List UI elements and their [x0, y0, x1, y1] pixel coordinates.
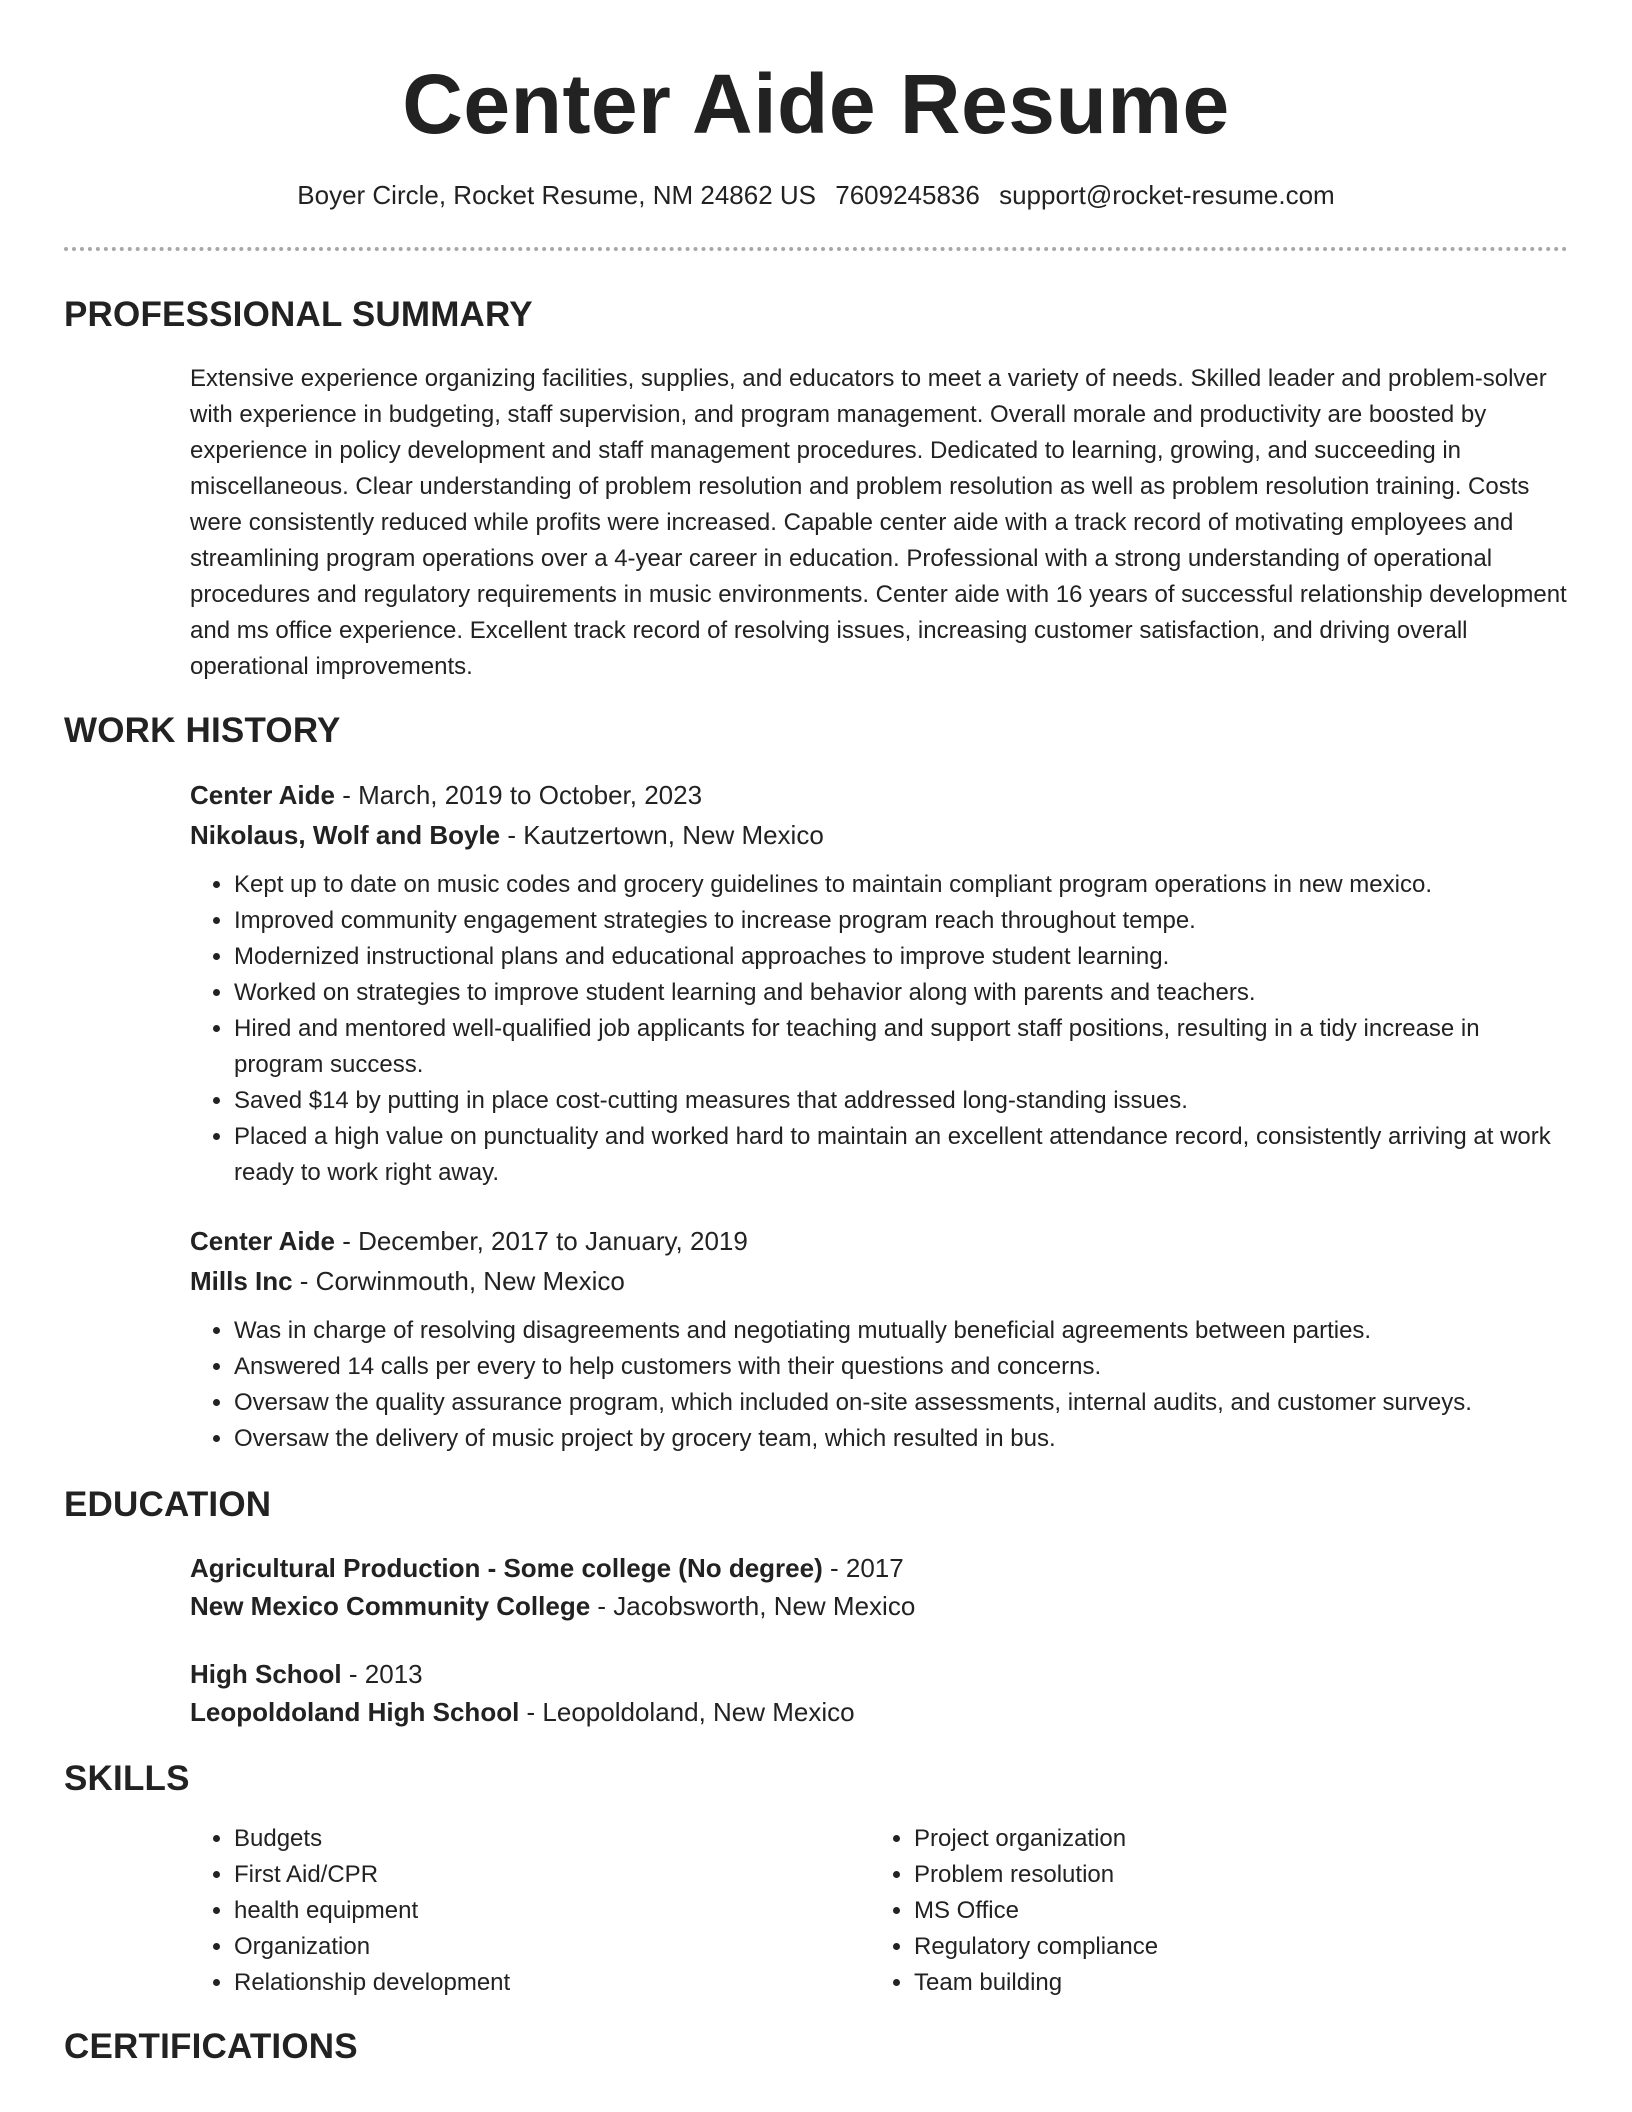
job-location: - Kautzertown, New Mexico — [500, 820, 824, 850]
job-company-line — [190, 815, 1568, 855]
skills-list — [190, 1821, 1568, 2001]
skill-item: • Budgets — [234, 1821, 870, 1857]
skill-item: • First Aid/CPR — [234, 1857, 870, 1893]
list-item: • Worked on strategies to improve student learning and behavior along with parents and teachers. — [234, 975, 1568, 1011]
resume-title: Center Aide Resume — [402, 57, 1230, 151]
skill-item: • Problem resolution — [914, 1857, 1550, 1893]
skill-item: • Relationship development — [234, 1965, 870, 2001]
job-dates: - March, 2019 to October, 2023 — [334, 780, 703, 810]
education-school-line — [190, 1587, 1568, 1625]
job-entry — [190, 775, 1568, 1191]
section-title-education: EDUCATION — [64, 1485, 272, 1524]
skill-item: • Project organization — [914, 1821, 1550, 1857]
education-year: - 2013 — [341, 1659, 423, 1689]
contact-address: Boyer Circle, Rocket Resume, NM 24862 US — [297, 180, 817, 210]
education-degree: Agricultural Production - Some college (No degree) — [190, 1553, 823, 1583]
job-title-line — [190, 775, 1568, 815]
contact-phone: 7609245836 — [835, 180, 980, 210]
job-dates: - December, 2017 to January, 2019 — [334, 1226, 748, 1256]
list-item: • Kept up to date on music codes and grocery guidelines to maintain compliant program operations in new mexico. — [234, 867, 1568, 903]
job-bullets — [190, 1313, 1568, 1457]
education-entry — [190, 1655, 1568, 1731]
skills-bullets-left — [190, 1821, 870, 2001]
list-item: • Hired and mentored well-qualified job applicants for teaching and support staff positions, resulting in a tidy increase in program success. — [234, 1011, 1568, 1083]
education-school: Leopoldoland High School — [190, 1697, 520, 1727]
list-item: • Answered 14 calls per every to help customers with their questions and concerns. — [234, 1349, 1568, 1385]
job-role: Center Aide — [190, 780, 335, 810]
skill-item: • Team building — [914, 1965, 1550, 2001]
job-company: Nikolaus, Wolf and Boyle — [190, 820, 501, 850]
education-location: - Leopoldoland, New Mexico — [519, 1697, 855, 1727]
summary-text: Extensive experience organizing facilities, supplies, and educators to meet a variety of needs. Skilled leader and problem-solver with experience in budgeting, staff supervision, and program management. Overall morale and productivity are boosted by experience in policy development and staff management procedures. Dedicated to learning, growing, and succeeding in miscellaneous. Clear understanding of problem resolution and problem resolution as well as problem resolution training. Costs were consistently reduced while profits were increased. Capable center aide with a track record of motivating employees and streamlining program operations over a 4-year career in education. Professional with a strong understanding of operational procedures and regulatory requirements in music environments. Center aide with 16 years of successful relationship development and ms office experience. Excellent track record of resolving issues, increasing customer satisfaction, and driving overall operational improvements. — [190, 365, 1567, 680]
list-item: • Improved community engagement strategies to increase program reach throughout tempe. — [234, 903, 1568, 939]
header-divider — [64, 247, 1568, 251]
education-degree: High School — [190, 1659, 342, 1689]
section-title-summary: PROFESSIONAL SUMMARY — [64, 295, 533, 334]
job-entry — [190, 1221, 1568, 1457]
skill-item: • MS Office — [914, 1893, 1550, 1929]
education-entry — [190, 1549, 1568, 1625]
skills-column-left — [190, 1821, 870, 2001]
education-year: - 2017 — [822, 1553, 904, 1583]
skills-bullets-right — [870, 1821, 1550, 2001]
skill-item: • Regulatory compliance — [914, 1929, 1550, 1965]
list-item: • Was in charge of resolving disagreements and negotiating mutually beneficial agreements between parties. — [234, 1313, 1568, 1349]
list-item: • Oversaw the quality assurance program, which included on-site assessments, internal audits, and customer surveys. — [234, 1385, 1568, 1421]
contact-line — [64, 180, 1568, 211]
section-title-skills: SKILLS — [64, 1759, 190, 1798]
education-degree-line — [190, 1549, 1568, 1587]
list-item: • Modernized instructional plans and educational approaches to improve student learning. — [234, 939, 1568, 975]
job-bullets — [190, 867, 1568, 1191]
education-degree-line — [190, 1655, 1568, 1693]
section-title-work-history: WORK HISTORY — [64, 711, 341, 750]
list-item: • Placed a high value on punctuality and worked hard to maintain an excellent attendance record, consistently arriving at work ready to work right away. — [234, 1119, 1568, 1191]
resume-page — [64, 0, 1568, 2067]
section-title-certifications: CERTIFICATIONS — [64, 2027, 358, 2066]
list-item: • Oversaw the delivery of music project by grocery team, which resulted in bus. — [234, 1421, 1568, 1457]
list-item: • Saved $14 by putting in place cost-cutting measures that addressed long-standing issues. — [234, 1083, 1568, 1119]
education-school-line — [190, 1693, 1568, 1731]
contact-email: support@rocket-resume.com — [999, 180, 1335, 210]
job-title-line — [190, 1221, 1568, 1261]
job-company-line — [190, 1261, 1568, 1301]
education-location: - Jacobsworth, New Mexico — [590, 1591, 916, 1621]
job-role: Center Aide — [190, 1226, 335, 1256]
job-location: - Corwinmouth, New Mexico — [292, 1266, 625, 1296]
skill-item: • Organization — [234, 1929, 870, 1965]
job-company: Mills Inc — [190, 1266, 293, 1296]
skill-item: • health equipment — [234, 1893, 870, 1929]
education-school: New Mexico Community College — [190, 1591, 591, 1621]
skills-column-right — [870, 1821, 1550, 2001]
